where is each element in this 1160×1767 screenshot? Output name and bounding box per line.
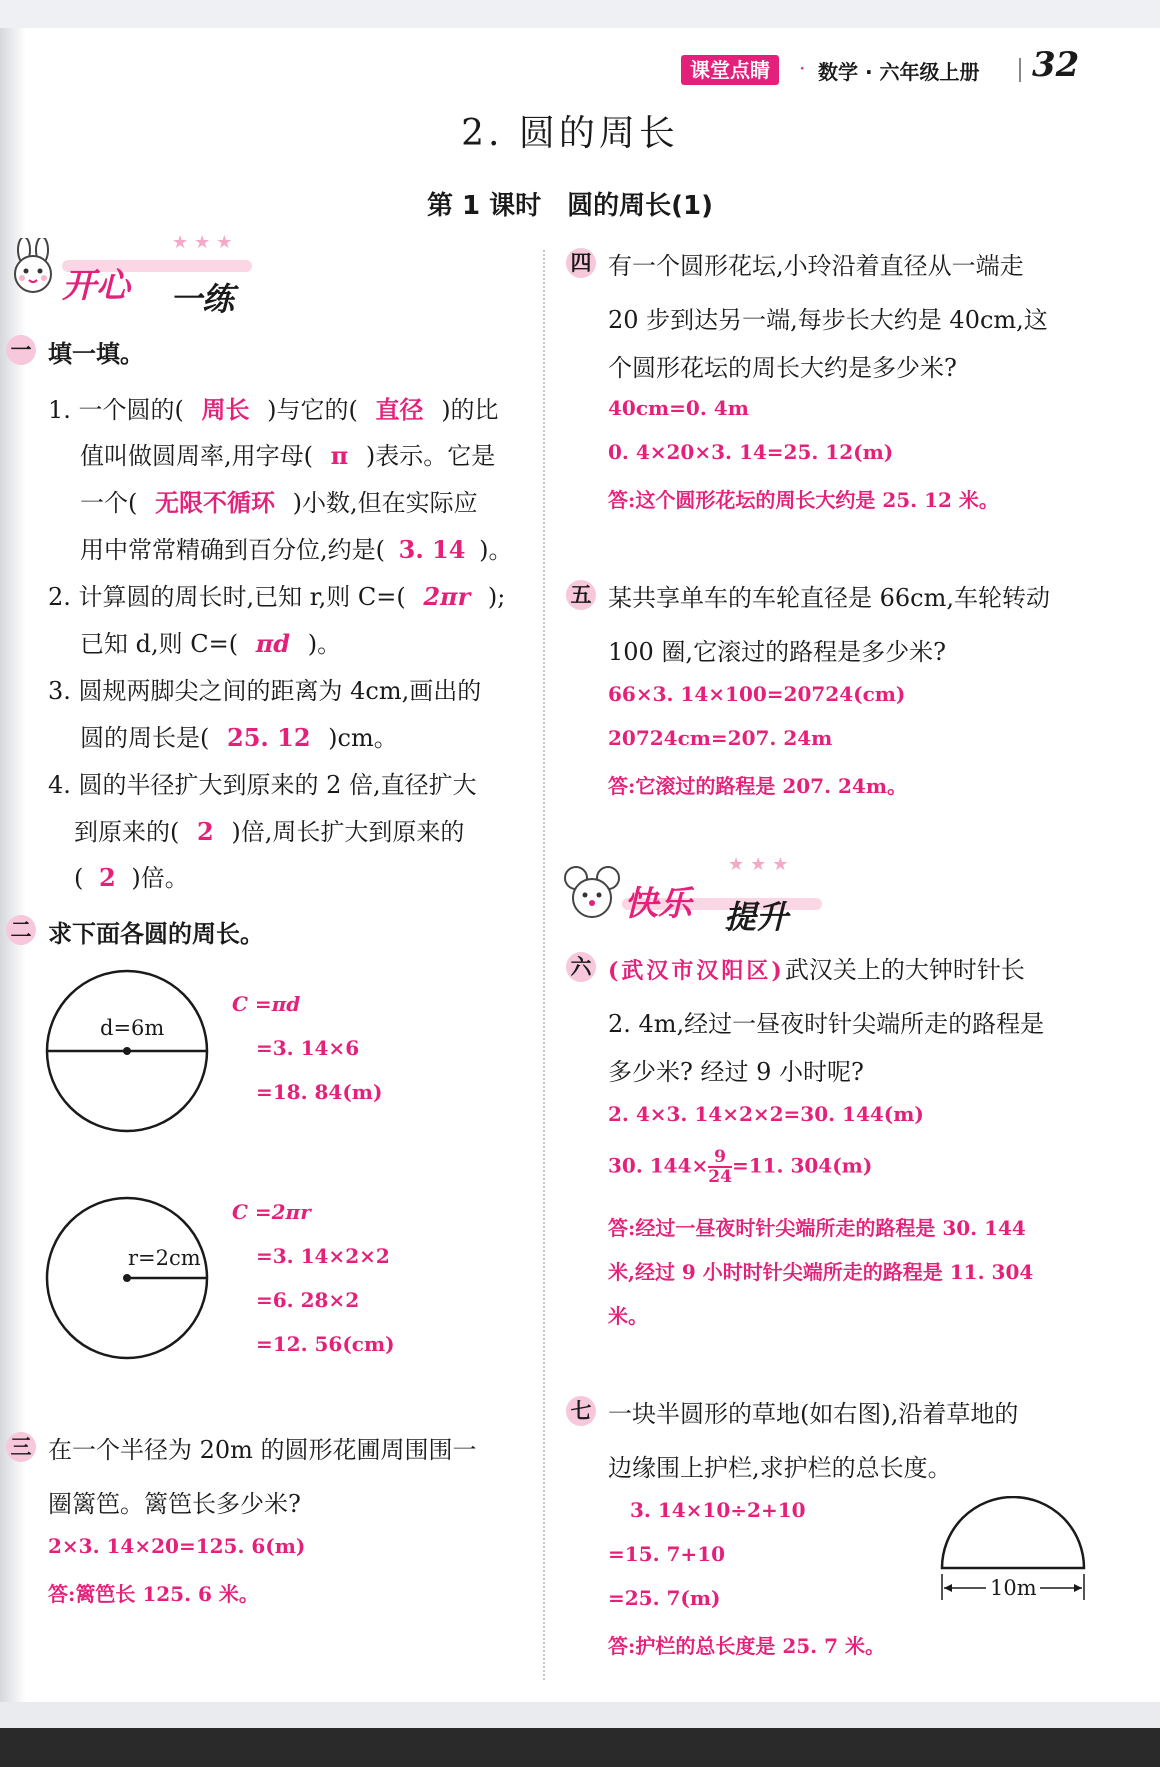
answer-blank: 周长: [201, 395, 250, 424]
q7-answer: 答:护栏的总长度是 25. 7 米。: [608, 1634, 885, 1658]
q1-line-6: 已知 d,则 C=( πd )。: [80, 629, 342, 658]
q1-line-11: ( 2 )倍。: [74, 863, 189, 892]
semicircle-label: 10m: [990, 1576, 1037, 1600]
question-heading: 求下面各圆的周长。: [48, 920, 264, 948]
radius-label: r=2cm: [128, 1246, 201, 1270]
answer-blank: 25. 12: [227, 723, 311, 752]
q1-line-8: 圆的周长是( 25. 12 )cm。: [80, 723, 398, 752]
question-number: 四: [566, 248, 596, 278]
answer-blank: π: [330, 441, 349, 470]
circle2-answer: =12. 56(cm): [256, 1332, 395, 1356]
question-number: 三: [6, 1432, 36, 1462]
q3-answer: 答:篱笆长 125. 6 米。: [48, 1582, 259, 1606]
rabbit-icon: [4, 238, 64, 298]
q4-line-3: 个圆形花坛的周长大约是多少米?: [608, 354, 957, 382]
q3-line-2: 圈篱笆。篱笆长多少米?: [48, 1490, 301, 1518]
q4-line-1: 有一个圆形花坛,小玲沿着直径从一端走: [608, 252, 1024, 280]
page-number: 32: [1032, 45, 1080, 85]
banner-stars: ★★★: [172, 232, 239, 253]
question-number: 一: [6, 335, 36, 365]
q5-answer: 20724cm=207. 24m: [608, 726, 833, 750]
bottom-margin: [0, 1702, 1160, 1728]
fraction: $\frac{9}{24}$: [708, 1147, 732, 1187]
header-divider: [1019, 58, 1021, 82]
header-subject: 数学 · 六年级上册: [818, 60, 980, 84]
question-number: 七: [566, 1396, 596, 1426]
q1-line-5: 2. 计算圆的周长时,已知 r,则 C=( 2πr );: [48, 582, 506, 611]
q6-answer: 答:经过一昼夜时针尖端所走的路程是 30. 144: [608, 1216, 1026, 1240]
banner-word-b: 提升: [724, 898, 789, 936]
q3-line-1: 在一个半径为 20m 的圆形花圃周围围一: [48, 1436, 477, 1464]
q7-answer: =15. 7+10: [608, 1542, 726, 1566]
q4-answer: 0. 4×20×3. 14=25. 12(m): [608, 440, 894, 464]
answer-blank: 直径: [375, 395, 424, 424]
diameter-label: d=6m: [100, 1016, 165, 1040]
q6-answer-fraction: 30. 144× $\frac{9}{24}$ =11. 304(m): [608, 1147, 873, 1187]
lesson-title: 第 1 课时 圆的周长(1): [426, 191, 714, 221]
q1-line-3: 一个( 无限不循环 )小数,但在实际应: [80, 488, 478, 517]
q6-answer: 米。: [608, 1304, 648, 1328]
q4-line-2: 20 步到达另一端,每步长大约是 40cm,这: [608, 306, 1048, 334]
circle2-answer: =6. 28×2: [256, 1288, 360, 1312]
circle-radius-figure: [44, 1196, 214, 1362]
q5-answer: 66×3. 14×100=20724(cm): [608, 682, 906, 706]
q5-answer: 答:它滚过的路程是 207. 24m。: [608, 774, 908, 798]
question-heading: 填一填。: [48, 340, 144, 368]
top-bar: [0, 0, 1160, 28]
q7-answer: 3. 14×10÷2+10: [630, 1498, 806, 1522]
question-number: 五: [566, 580, 596, 610]
question-source: (武汉市汉阳区): [608, 958, 785, 984]
banner-stars: ★★★: [728, 854, 795, 875]
answer-blank: 2πr: [423, 582, 471, 611]
q6-line-1: (武汉市汉阳区)武汉关上的大钟时针长: [608, 956, 1025, 984]
q4-answer: 40cm=0. 4m: [608, 396, 749, 420]
circle-diameter-figure: [44, 968, 214, 1134]
banner-word-b: 一练: [170, 280, 235, 318]
q3-answer: 2×3. 14×20=125. 6(m): [48, 1534, 306, 1558]
circle2-answer: =3. 14×2×2: [256, 1244, 390, 1268]
q4-answer: 答:这个圆形花坛的周长大约是 25. 12 米。: [608, 488, 999, 512]
q7-answer: =25. 7(m): [608, 1586, 721, 1610]
circle1-answer: C =πd: [232, 992, 301, 1016]
circle1-answer: =3. 14×6: [256, 1036, 360, 1060]
answer-blank: 2: [197, 817, 214, 846]
column-divider: [543, 250, 545, 1680]
circle2-answer: C =2πr: [232, 1200, 311, 1224]
q6-answer: 2. 4×3. 14×2×2=30. 144(m): [608, 1102, 924, 1126]
page-title: 2. 圆的周长: [461, 113, 679, 154]
q7-line-2: 边缘围上护栏,求护栏的总长度。: [608, 1454, 952, 1482]
q6-line-3: 多少米? 经过 9 小时呢?: [608, 1058, 864, 1086]
answer-blank: 3. 14: [398, 535, 466, 564]
q5-line-1: 某共享单车的车轮直径是 66cm,车轮转动: [608, 584, 1050, 612]
banner-word-a: 开心: [62, 266, 130, 306]
answer-blank: 无限不循环: [155, 488, 276, 517]
q1-line-4: 用中常常精确到百分位,约是( 3. 14 )。: [80, 535, 513, 564]
q1-line-10: 到原来的( 2 )倍,周长扩大到原来的: [74, 817, 465, 846]
q1-line-1: 1. 一个圆的( 周长 )与它的( 直径 )的比: [48, 395, 499, 424]
header-badge: 课堂点睛: [681, 55, 779, 85]
q5-line-2: 100 圈,它滚过的路程是多少米?: [608, 638, 946, 666]
mouse-icon: [562, 862, 624, 924]
circle1-answer: =18. 84(m): [256, 1080, 383, 1104]
question-number: 六: [566, 952, 596, 982]
answer-blank: πd: [255, 629, 291, 658]
bottom-bar: [0, 1728, 1160, 1767]
question-number: 二: [6, 915, 36, 945]
banner-word-a: 快乐: [624, 884, 692, 924]
header-dot: ·: [799, 56, 806, 80]
answer-blank: 2: [99, 863, 116, 892]
q7-line-1: 一块半圆形的草地(如右图),沿着草地的: [608, 1400, 1019, 1428]
q1-line-7: 3. 圆规两脚尖之间的距离为 4cm,画出的: [48, 677, 482, 705]
q1-line-9: 4. 圆的半径扩大到原来的 2 倍,直径扩大: [48, 771, 477, 799]
q6-line-2: 2. 4m,经过一昼夜时针尖端所走的路程是: [608, 1010, 1045, 1038]
q6-answer: 米,经过 9 小时时针尖端所走的路程是 11. 304: [608, 1260, 1034, 1284]
q1-line-2: 值叫做圆周率,用字母( π )表示。它是: [80, 441, 496, 470]
